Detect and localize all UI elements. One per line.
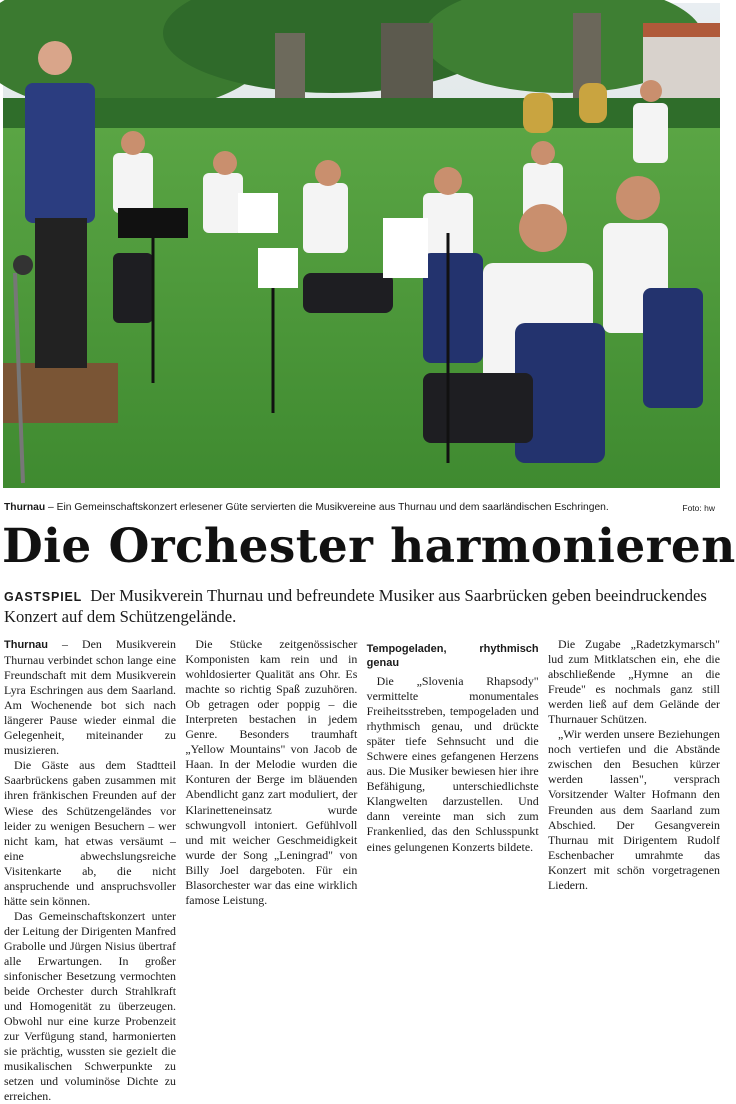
orchestra-photo [3,3,720,488]
photo-caption [4,500,719,516]
paragraph-6: Die Zugabe „Radetzkymarsch" lud zum Mitklatschen ein, ehe die abschließende „Hymne an die Freude" es nochmals ganz still werden ließ auf dem Gelände der Thurnauer Schützen. [547,637,720,727]
paragraph-4: Die Stücke zeitgenössischer Komponisten kam rein und in wohldosierter Qualität ans Ohr. Es machte so richtig Spaß zuzuhören. Ob getragen oder poppig – die Interpreten bestachen in jedem Genre. Besonders traumhaft „Yellow Mountains" von Jacob de Haan. In der Melodie wurden die Konturen der Berge im bläuenden Abendlicht ganz zart moduliert, der Klarinetteneinsatz wurde schwungvoll intoniert. Gefühlvoll und mit weicher Geschmeidigkeit wurde der Song „Leningrad" von Billy Joel dargeboten. Für ein Blasorchester war das eine wirklich famose Leistung. [185,637,358,907]
photo-credit: Foto: hw [682,503,715,513]
lead-text: Der Musikverein Thurnau und befreundete Musiker aus Saarbrücken geben beeindruckendes Konzert auf dem Schützengelände. [4,586,707,626]
photo-illustration [3,3,720,488]
caption-text: – Ein Gemeinschaftskonzert erlesener Güte servierten die Musikvereine aus Thurnau und dem saarländischen Eschringen. [45,502,609,513]
subheading: Tempogeladen, rhythmisch genau [366,643,539,669]
caption-place: Thurnau [4,502,46,513]
article-column-1 [4,637,176,1104]
paragraph-7: „Wir werden unsere Beziehungen noch vertiefen und die Abstände zwischen den Besuchen kürzer werden lassen", versprach Vorsitzender Walter Hofmann den Freunden aus dem Saarland zum Abschied. Der Gesangverein Thurnau mit Dirigentem Rudolf Eschenbacher umrahmte das Konzert mit schön vorgetragenen Liedern. [547,727,720,892]
lead-paragraph [4,586,719,627]
article-column-4 [548,637,720,933]
article-column-3 [367,637,539,933]
lead-kicker: GASTSPIEL [4,590,83,604]
article-body [4,637,720,1104]
article-column-2 [185,637,357,933]
paragraph-3: Das Gemeinschaftskonzert unter der Leitung der Dirigenten Manfred Grabolle und Jürgen Nisius übertraf alle Erwartungen. In großer sinfonischer Besetzung vermochten beide Orchester durch Strahlkraft und Homogenität zu überzeugen. Obwohl nur eine kurze Probenzeit zur Verfügung stand, harmonierten sie prächtig, wussten sie gezielt die musikalischen Schwerpunkte zu setzen und voluminöse Dichte zu erreichen. [4,908,176,1104]
dateline: Thurnau [4,639,48,651]
paragraph-1 [4,637,176,758]
headline: Die Orchester harmonieren [2,519,736,574]
paragraph-5: Die „Slovenia Rhapsody" vermittelte monumentales Freiheitsstreben, tempogeladen und rhythmisch genau, und drückte später tiefe Sehnsucht und die Schwere eines gefangenen Herzens aus. Die Musiker bewiesen hier ihre Befähigung, unterschiedlichste Klangwelten darzustellen. Und dann vereinte man sich zum Frankenlied, das den Schlusspunkt eines gelungenen Konzerts bildete. [366,674,539,854]
paragraph-1-text: – Den Musikverein Thurnau verbindet schon lange eine Freundschaft mit dem Musikverein Lyra Eschringen aus dem Saarland. Am Wochenende bot sich nach längerer Pause wieder einmal die Gelegenheit, miteinander zu musizieren. [4,637,176,758]
paragraph-2: Die Gäste aus dem Stadtteil Saarbrückens gaben zusammen mit ihren fränkischen Freunden auf der Wiese des Schützengeländes vor leider zu wenigen Besuchern – wer nicht kam, hat etwas versäumt – eine abwechslungsreiche Visitenkarte ab, die nicht anspruchende und anspruchsvoller hätte sein können. [4,758,176,908]
